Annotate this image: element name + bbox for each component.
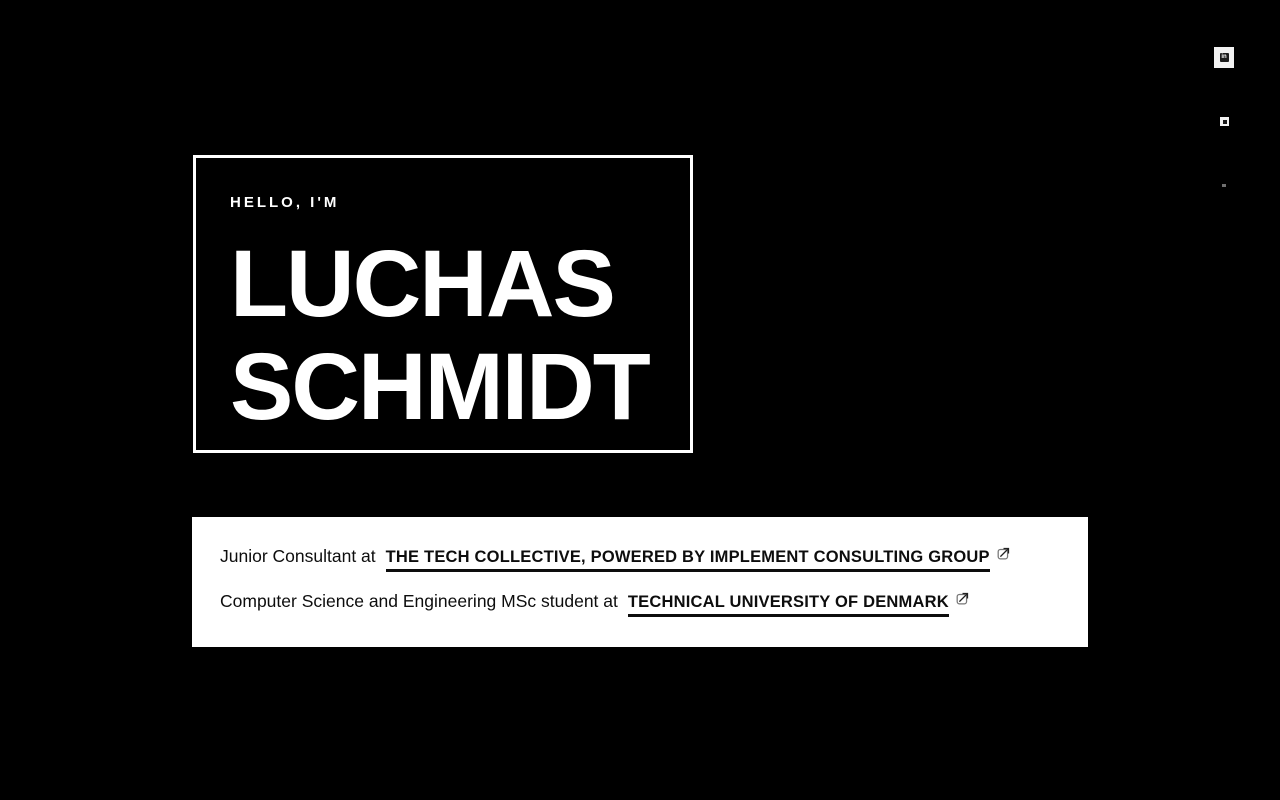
tech-collective-link[interactable]: THE TECH COLLECTIVE, POWERED BY IMPLEMENT CONSULTING GROUP bbox=[386, 548, 990, 572]
hero-title-box bbox=[193, 155, 693, 453]
name-line-2: SCHMIDT bbox=[230, 334, 649, 440]
intro-line-2 bbox=[220, 591, 1088, 615]
social-icon-2 bbox=[1223, 120, 1227, 124]
linkedin-icon: in bbox=[1221, 54, 1227, 60]
external-link-icon bbox=[955, 590, 970, 611]
dtu-link[interactable]: TECHNICAL UNIVERSITY OF DENMARK bbox=[628, 593, 949, 617]
greeting-text: HELLO, I'M bbox=[230, 194, 340, 211]
intro-line-1-text: Junior Consultant at bbox=[220, 546, 376, 566]
name-line-1: LUCHAS bbox=[230, 231, 614, 337]
social-link-2[interactable] bbox=[1220, 117, 1229, 126]
social-link-3[interactable] bbox=[1222, 184, 1226, 187]
intro-panel bbox=[192, 517, 1088, 647]
name-heading bbox=[230, 233, 690, 439]
intro-line-2-text: Computer Science and Engineering MSc student at bbox=[220, 591, 618, 611]
external-link-icon bbox=[996, 545, 1011, 566]
intro-line-1 bbox=[220, 546, 1088, 570]
social-link-linkedin[interactable] bbox=[1214, 47, 1234, 68]
